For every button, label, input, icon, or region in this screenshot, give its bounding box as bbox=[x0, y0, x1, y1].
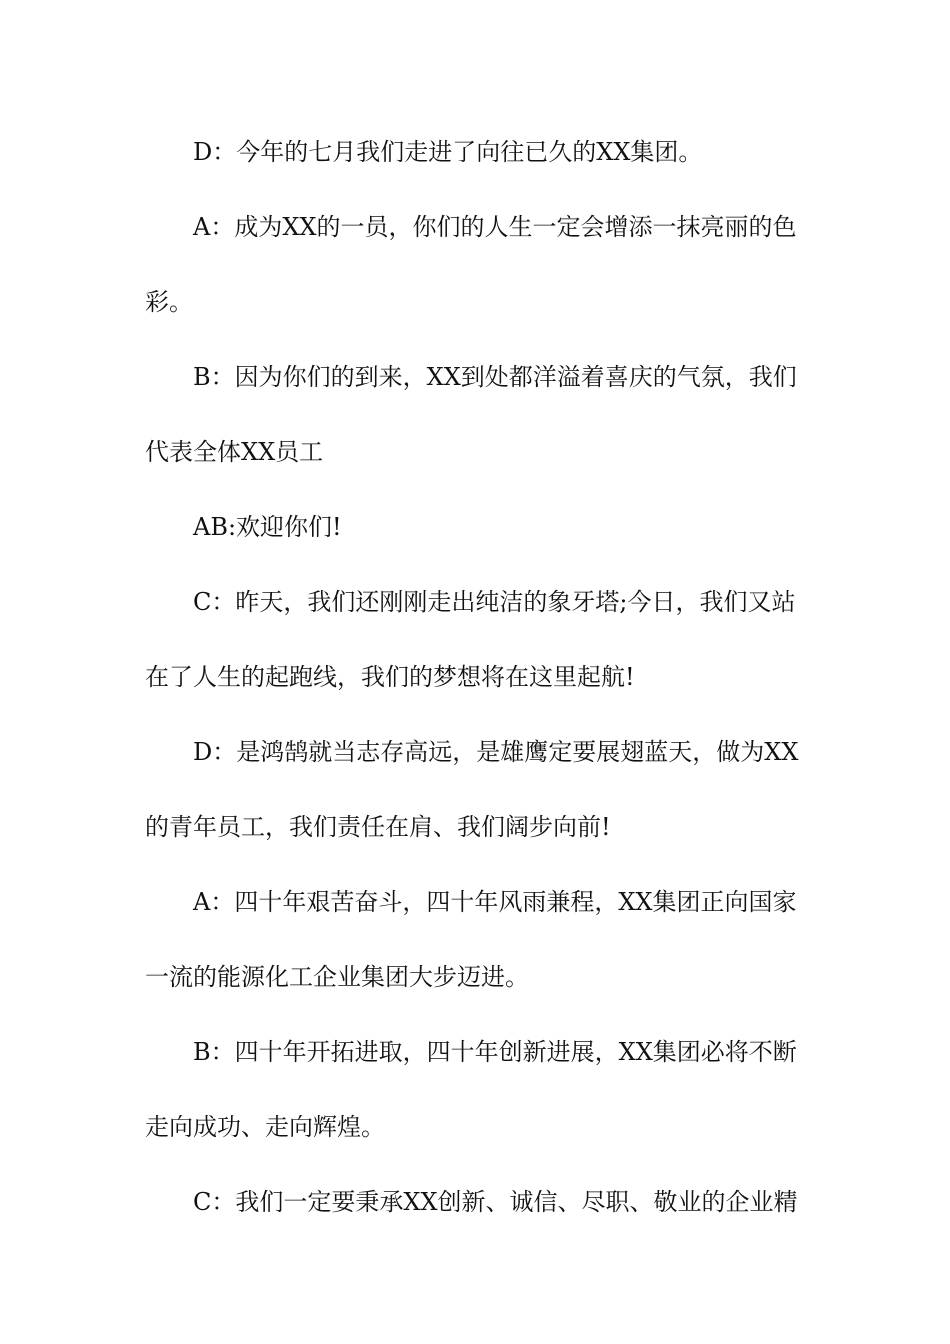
paragraph-line: AB:欢迎你们! bbox=[193, 513, 342, 541]
paragraph-line: 在了人生的起跑线，我们的梦想将在这里起航! bbox=[145, 663, 635, 691]
paragraph-line: A：成为XX的一员，你们的人生一定会增添一抹亮丽的色 bbox=[193, 213, 797, 241]
paragraph-line: 代表全体XX员工 bbox=[145, 438, 324, 466]
paragraph-line: C：我们一定要秉承XX创新、诚信、尽职、敬业的企业精 bbox=[193, 1188, 798, 1216]
paragraph-line: D：是鸿鹄就当志存高远，是雄鹰定要展翅蓝天，做为XX bbox=[193, 738, 799, 766]
paragraph-line: 走向成功、走向辉煌。 bbox=[145, 1113, 385, 1141]
paragraph-line: C：昨天，我们还刚刚走出纯洁的象牙塔;今日，我们又站 bbox=[193, 588, 796, 616]
paragraph-line: D：今年的七月我们走进了向往已久的XX集团。 bbox=[193, 138, 703, 166]
paragraph-line: 彩。 bbox=[145, 288, 193, 316]
paragraph-line: B：四十年开拓进取，四十年创新进展，XX集团必将不断 bbox=[193, 1038, 797, 1066]
paragraph-line: A：四十年艰苦奋斗，四十年风雨兼程，XX集团正向国家 bbox=[193, 888, 797, 916]
paragraph-line: 的青年员工，我们责任在肩、我们阔步向前! bbox=[145, 813, 611, 841]
paragraph-line: 一流的能源化工企业集团大步迈进。 bbox=[145, 963, 529, 991]
paragraph-line: B：因为你们的到来，XX到处都洋溢着喜庆的气氛，我们 bbox=[193, 363, 797, 391]
